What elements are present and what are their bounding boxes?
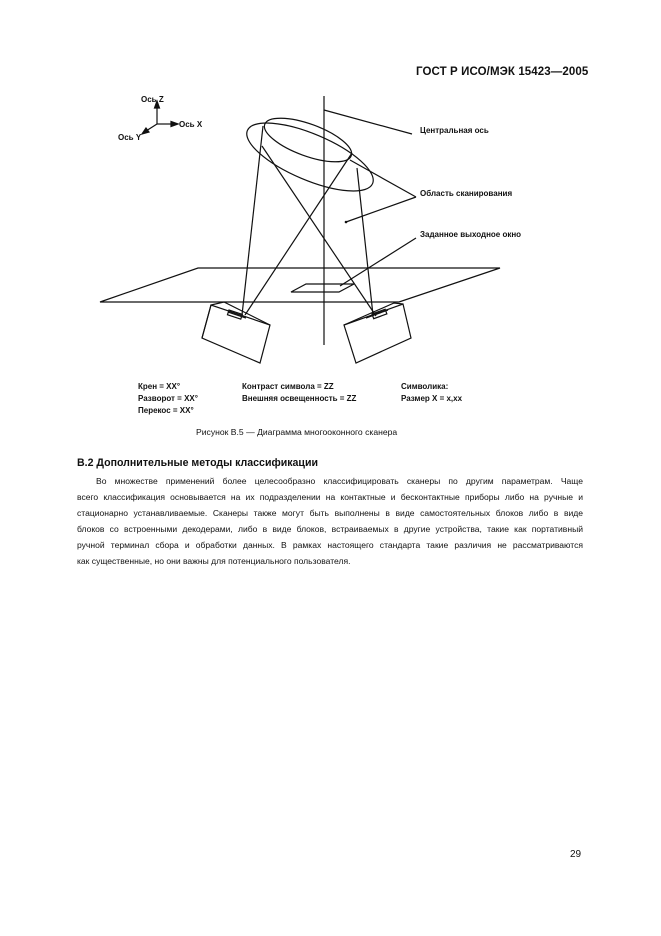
section-paragraph: [77, 474, 583, 569]
param-roll: Крен = XX°: [138, 382, 181, 391]
beam-line: [262, 146, 376, 316]
param-symbology: Символика:: [401, 382, 449, 391]
paragraph-line: ручной терминал сбора и обработки данных. В рамках настоящего стандарта такие различия не рассматриваются: [77, 539, 583, 550]
reference-plane: [100, 268, 500, 302]
paragraph-line: как существенные, но они важны для потенциального пользователя.: [77, 555, 351, 566]
page-number: 29: [570, 849, 582, 860]
callout-scan-area: Область сканирования: [420, 189, 513, 198]
scanner-left: [202, 302, 270, 363]
paragraph-line: всего классификация основывается на их подразделении на контактные и бесконтактные приборы либо на ручные и: [77, 491, 583, 502]
paragraph-line: Во множестве применений более целесообразно классифицировать сканеры по другим параметрам. Чаще: [96, 476, 583, 486]
callout-leader-scan-area: [346, 197, 416, 222]
axis-y-arrowhead: [142, 128, 149, 134]
callout-leader-exit-window: [340, 238, 416, 286]
figure-caption: Рисунок В.5 — Диаграмма многооконного сканера: [196, 427, 398, 437]
callout-central-axis: Центральная ось: [420, 126, 489, 135]
param-illumination: Внешняя освещенность = ZZ: [242, 394, 357, 403]
document-header: ГОСТ Р ИСО/МЭК 15423—2005: [416, 66, 589, 78]
section-title: В.2 Дополнительные методы классификации: [77, 457, 318, 469]
axis-x-arrowhead: [171, 122, 178, 127]
beam-line: [242, 126, 263, 315]
axis-x-label: Ось X: [179, 120, 203, 129]
scan-ellipse-upper: [259, 109, 356, 171]
paragraph-line: блоков со встроенными декодерами, либо в виде блоков, встраиваемых в другие устройства, такие как портативный: [77, 523, 583, 534]
callout-leader-central-axis: [324, 110, 412, 134]
axis-z-label: Ось Z: [141, 95, 164, 104]
exit-window: [291, 284, 354, 292]
param-skew: Перекос = XX°: [138, 406, 194, 415]
axis-y-label: Ось Y: [118, 133, 142, 142]
callout-exit-window: Заданное выходное окно: [420, 230, 522, 239]
param-pitch: Разворот = XX°: [138, 394, 198, 403]
param-contrast: Контраст символа = ZZ: [242, 382, 334, 391]
scanner-right: [344, 303, 411, 363]
paragraph-line: стационарно устанавливаемые. Сканеры также могут быть выполнены в виде самостоятельных блоков либо в виде: [77, 507, 583, 518]
param-size: Размер X = x,xx: [401, 394, 463, 403]
multi-window-scanner-diagram: [0, 0, 661, 430]
